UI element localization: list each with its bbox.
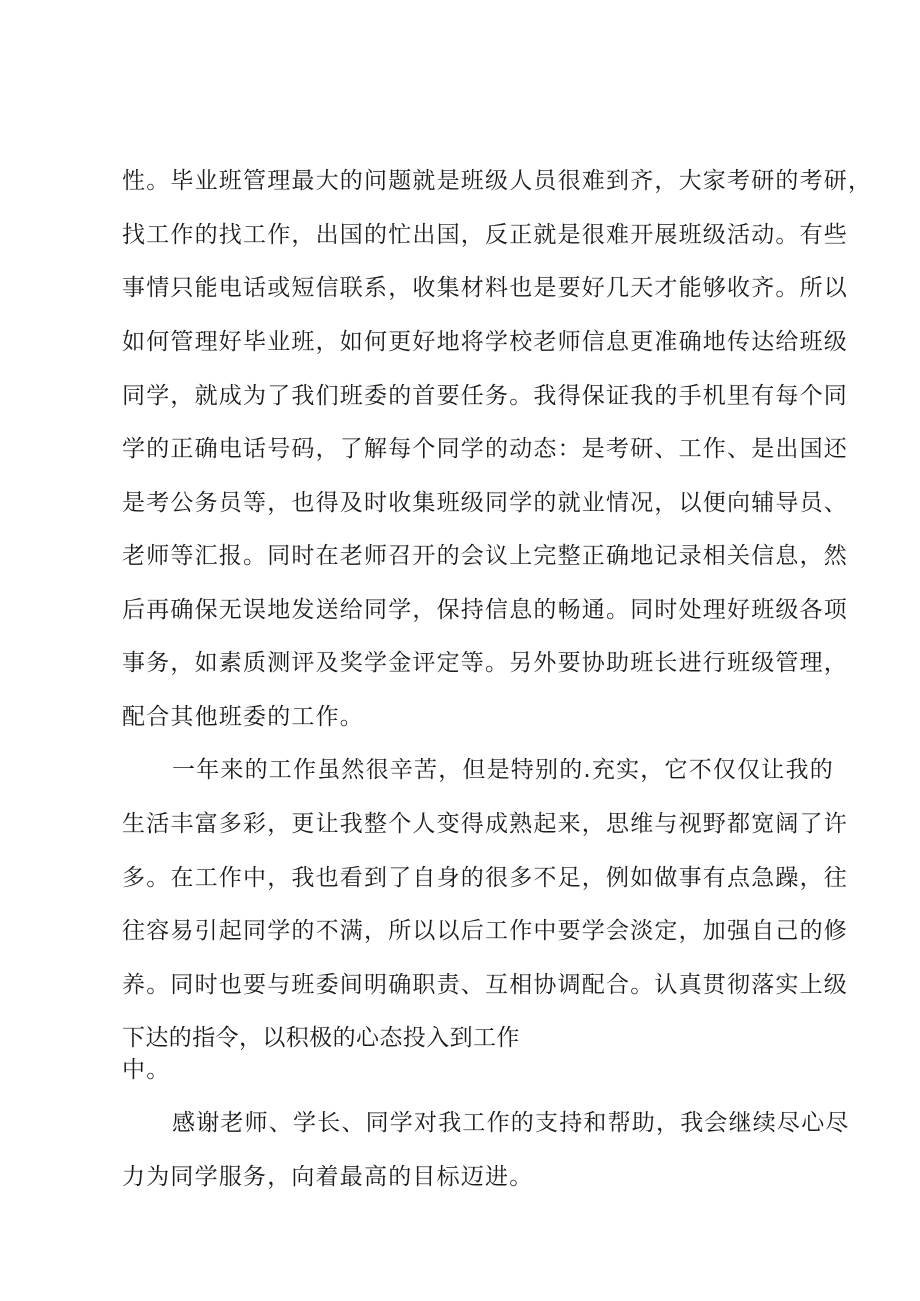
text-line: 是考公务员等，也得及时收集班级同学的就业情况，以便向辅导员、: [122, 490, 848, 516]
text-line: 养。同时也要与班委间明确职责、互相协调配合。认真贯彻落实上级: [122, 972, 848, 998]
text-line: 事务，如素质测评及奖学金评定等。另外要协助班长进行班级管理，: [122, 650, 848, 676]
text-line: 力为同学服务，向着最高的目标迈进。: [122, 1164, 534, 1190]
text-line: 找工作的找工作，出国的忙出国，反正就是很难开展班级活动。有些: [122, 222, 848, 248]
text-line: 如何管理好毕业班，如何更好地将学校老师信息更准确地传达给班级: [122, 329, 848, 355]
text-line: 多。在工作中，我也看到了自身的很多不足，例如做事有点急躁，往: [122, 865, 848, 891]
text-line: 往容易引起同学的不满，所以以后工作中要学会淡定，加强自己的修: [122, 918, 848, 944]
text-line: 配合其他班委的工作。: [122, 704, 364, 730]
text-line: 同学，就成为了我们班委的首要任务。我得保证我的手机里有每个同: [122, 383, 848, 409]
text-line: 学的正确电话号码，了解每个同学的动态：是考研、工作、是出国还: [122, 436, 848, 462]
text-line: 后再确保无误地发送给同学，保持信息的畅通。同时处理好班级各项: [122, 597, 848, 623]
text-line: 生活丰富多彩，更让我整个人变得成熟起来，思维与视野都宽阔了许: [122, 811, 848, 837]
text-line: 老师等汇报。同时在老师召开的会议上完整正确地记录相关信息，然: [122, 543, 848, 569]
text-line: 事情只能电话或短信联系，收集材料也是要好几天才能够收齐。所以: [122, 275, 848, 301]
text-line: 一年来的工作虽然很辛苦，但是特别的.充实，它不仅仅让我的: [172, 757, 834, 783]
text-line: 感谢老师、学长、同学对我工作的支持和帮助，我会继续尽心尽: [172, 1110, 850, 1136]
text-line: 性。毕业班管理最大的问题就是班级人员很难到齐，大家考研的考研，: [122, 168, 873, 194]
text-line: 中。: [122, 1057, 171, 1083]
text-line: 下达的指令，以积极的心态投入到工作: [122, 1025, 520, 1051]
